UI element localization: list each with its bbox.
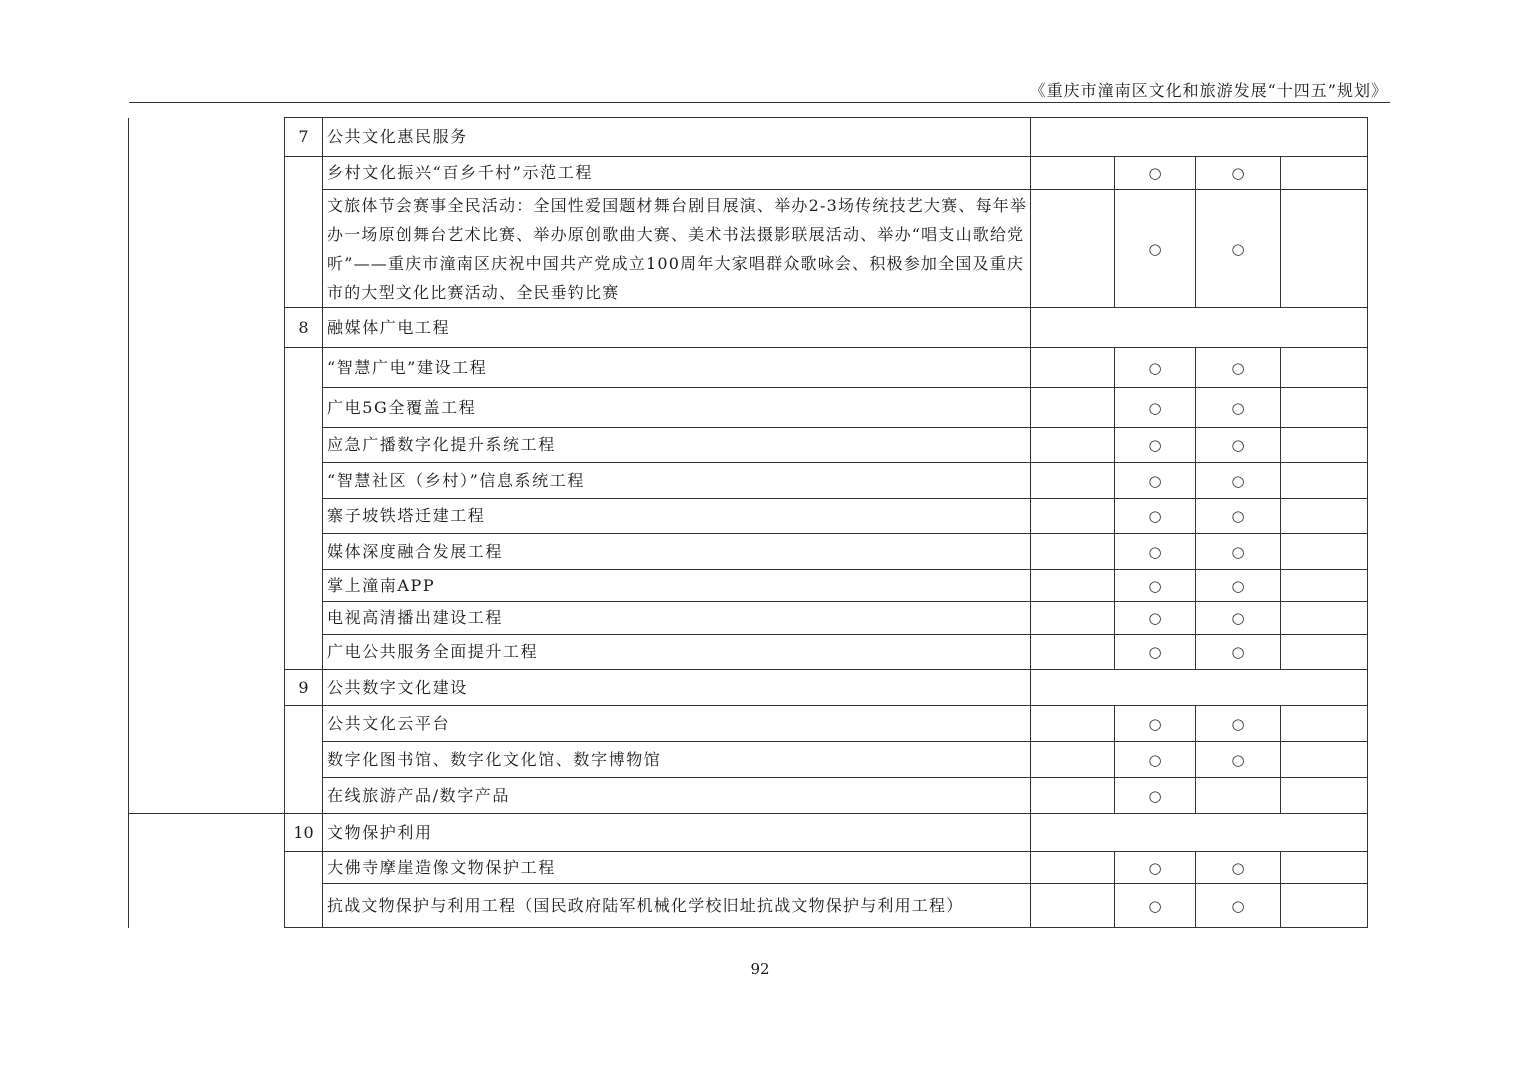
header-divider [129,102,1390,103]
empty-number-cell [285,852,323,928]
category-number: 8 [285,308,323,348]
circle-mark: ○ [1196,852,1281,884]
empty-cell [1031,742,1115,778]
empty-cell [1031,602,1115,635]
running-header-title: 《重庆市潼南区文化和旅游发展“十四五”规划》 [1029,81,1388,100]
empty-cell [1281,602,1368,635]
empty-number-cell [285,706,323,814]
category-number: 10 [285,814,323,852]
empty-cell [1281,706,1368,742]
table-row [285,534,1368,570]
empty-cell [1031,884,1115,928]
empty-cell [1196,778,1281,814]
item-label: “智慧社区（乡村）”信息系统工程 [323,463,1031,499]
empty-cell [1031,428,1115,463]
category-label: 公共文化惠民服务 [323,118,1031,157]
table-row [285,742,1368,778]
table-row [285,388,1368,428]
circle-mark: ○ [1115,852,1196,884]
circle-mark: ○ [1196,534,1281,570]
circle-mark: ○ [1196,570,1281,602]
empty-cell [1031,706,1115,742]
circle-mark: ○ [1115,428,1196,463]
empty-cell [1031,635,1115,670]
circle-mark: ○ [1196,635,1281,670]
empty-cell [1031,190,1115,308]
table-row [285,602,1368,635]
circle-mark: ○ [1115,348,1196,388]
item-label: 媒体深度融合发展工程 [323,534,1031,570]
table-row [285,499,1368,534]
category-label: 文物保护利用 [323,814,1031,852]
circle-mark: ○ [1115,157,1196,190]
empty-cell [1281,534,1368,570]
table-row [285,852,1368,884]
circle-mark: ○ [1196,428,1281,463]
item-label: 寨子坡铁塔迁建工程 [323,499,1031,534]
table-row [285,706,1368,742]
empty-cell [1031,388,1115,428]
empty-number-cell [285,157,323,308]
empty-cell [1281,635,1368,670]
item-label: 广电5G全覆盖工程 [323,388,1031,428]
empty-cell [1281,742,1368,778]
circle-mark: ○ [1196,157,1281,190]
category-number: 9 [285,670,323,706]
empty-cell [1031,570,1115,602]
empty-cell [1031,499,1115,534]
item-label: 应急广播数字化提升系统工程 [323,428,1031,463]
circle-mark: ○ [1115,570,1196,602]
empty-cell [1281,570,1368,602]
circle-mark: ○ [1196,884,1281,928]
table-row [285,428,1368,463]
left-column-rule [128,118,129,928]
table-row [285,570,1368,602]
item-label: 在线旅游产品/数字产品 [323,778,1031,814]
circle-mark: ○ [1115,602,1196,635]
circle-mark: ○ [1115,534,1196,570]
circle-mark: ○ [1196,463,1281,499]
circle-mark: ○ [1115,884,1196,928]
empty-cell [1281,778,1368,814]
circle-mark: ○ [1196,742,1281,778]
empty-cell [1281,463,1368,499]
empty-cell [1031,463,1115,499]
circle-mark: ○ [1196,706,1281,742]
category-label: 公共数字文化建设 [323,670,1031,706]
empty-cell [1031,348,1115,388]
circle-mark: ○ [1196,602,1281,635]
section-divider [128,813,285,814]
table-row [285,778,1368,814]
empty-cell [1281,428,1368,463]
item-label: 电视高清播出建设工程 [323,602,1031,635]
item-label: 广电公共服务全面提升工程 [323,635,1031,670]
empty-cell [1031,534,1115,570]
circle-mark: ○ [1196,348,1281,388]
empty-cell [1031,118,1368,157]
circle-mark: ○ [1115,463,1196,499]
table-row-category [285,118,1368,157]
table-row [285,635,1368,670]
item-label: 掌上潼南APP [323,570,1031,602]
item-label: 文旅体节会赛事全民活动：全国性爱国题材舞台剧目展演、举办2-3场传统技艺大赛、每年举办一场原创舞台艺术比赛、举办原创歌曲大赛、美术书法摄影联展活动、举办“唱支山歌给党听”——重庆市潼南区庆祝中国共产党成立100周年大家唱群众歌咏会、积极参加全国及重庆市的大型文化比赛活动、全民垂钓比赛 [323,190,1031,308]
empty-cell [1281,884,1368,928]
empty-cell [1281,852,1368,884]
empty-cell [1281,157,1368,190]
category-number: 7 [285,118,323,157]
circle-mark: ○ [1115,778,1196,814]
circle-mark: ○ [1196,499,1281,534]
table-row [285,348,1368,388]
item-label: 公共文化云平台 [323,706,1031,742]
item-label: 大佛寺摩崖造像文物保护工程 [323,852,1031,884]
item-label: “智慧广电”建设工程 [323,348,1031,388]
table-row-category [285,670,1368,706]
item-label: 抗战文物保护与利用工程（国民政府陆军机械化学校旧址抗战文物保护与利用工程） [323,884,1031,928]
empty-cell [1031,814,1368,852]
empty-cell [1281,388,1368,428]
table-row-category [285,308,1368,348]
circle-mark: ○ [1115,742,1196,778]
empty-cell [1031,670,1368,706]
circle-mark: ○ [1115,635,1196,670]
empty-cell [1281,499,1368,534]
category-label: 融媒体广电工程 [323,308,1031,348]
empty-cell [1281,190,1368,308]
project-table [284,117,1368,928]
table-row [285,463,1368,499]
circle-mark: ○ [1115,190,1196,308]
item-label: 数字化图书馆、数字化文化馆、数字博物馆 [323,742,1031,778]
circle-mark: ○ [1115,706,1196,742]
table-row [285,884,1368,928]
empty-cell [1031,778,1115,814]
table-row-category [285,814,1368,852]
table-row [285,190,1368,308]
table-row [285,157,1368,190]
circle-mark: ○ [1196,190,1281,308]
circle-mark: ○ [1115,388,1196,428]
circle-mark: ○ [1115,499,1196,534]
circle-mark: ○ [1196,388,1281,428]
empty-cell [1031,852,1115,884]
page-number: 92 [750,960,770,978]
empty-number-cell [285,348,323,670]
empty-cell [1031,308,1368,348]
item-label: 乡村文化振兴“百乡千村”示范工程 [323,157,1031,190]
empty-cell [1031,157,1115,190]
empty-cell [1281,348,1368,388]
